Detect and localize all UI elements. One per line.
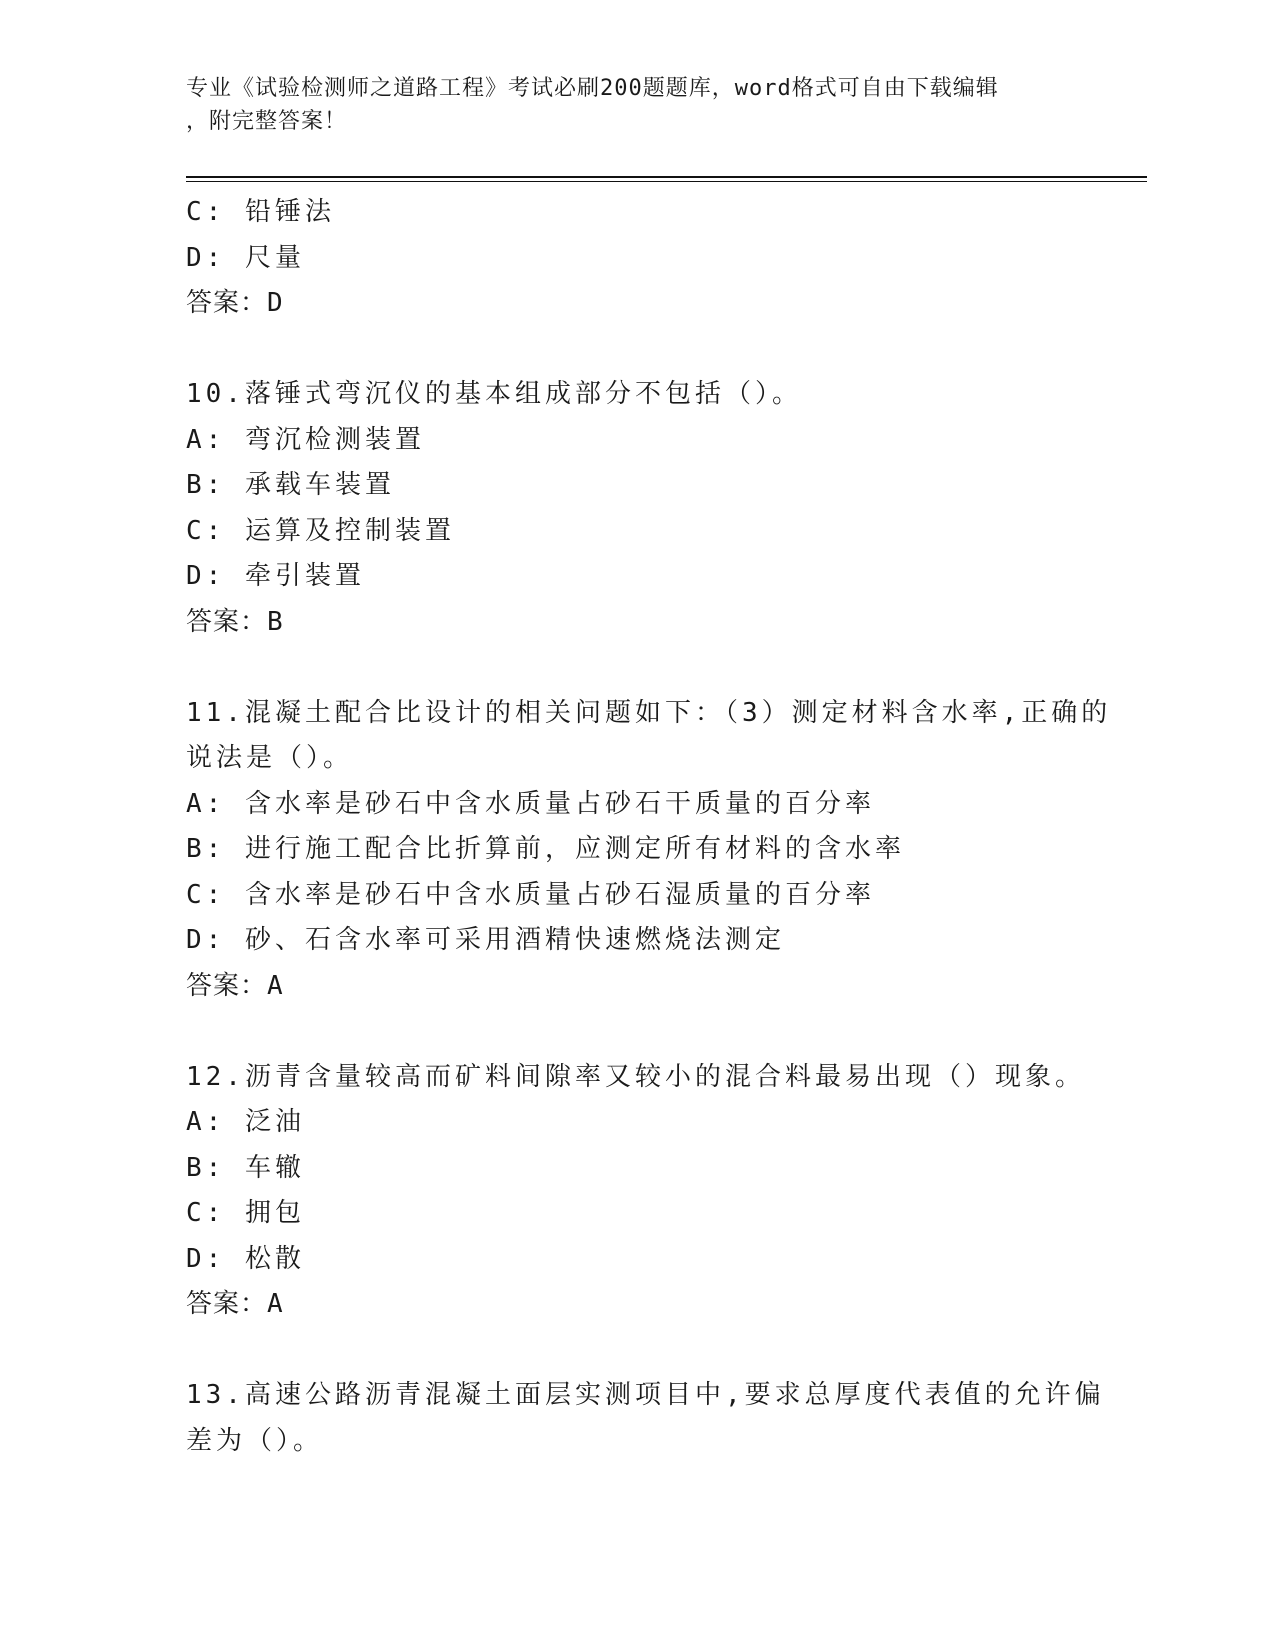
- question-11: [186, 691, 1116, 1010]
- question-9-tail: [186, 190, 1116, 327]
- option-c: C: 铅锤法: [186, 197, 335, 227]
- question-stem-line-2: 差为（）。: [186, 1425, 324, 1456]
- question-stem: 10.落锤式弯沉仪的基本组成部分不包括（）。: [186, 379, 802, 409]
- question-12: [186, 1055, 1116, 1328]
- header-title-line-1: 专业《试验检测师之道路工程》考试必刷200题题库，word格式可自由下载编辑: [186, 76, 999, 101]
- question-stem: 12.沥青含量较高而矿料间隙率又较小的混合料最易出现（）现象。: [186, 1061, 1085, 1092]
- option-c: C: 拥包: [186, 1198, 305, 1228]
- option-c: C: 运算及控制装置: [186, 515, 455, 546]
- header-rule-thin: [186, 181, 1147, 182]
- question-stem-line-2: 说法是（）。: [186, 743, 354, 773]
- answer: 答案：A: [186, 970, 284, 1001]
- answer: 答案：D: [186, 288, 284, 318]
- header-rule-thick: [186, 176, 1147, 178]
- option-d: D: 牵引装置: [186, 561, 365, 591]
- question-10: [186, 372, 1116, 645]
- answer: 答案：B: [186, 606, 284, 637]
- option-d: D: 松散: [186, 1243, 305, 1274]
- question-stem-line-1: 13.高速公路沥青混凝土面层实测项目中,要求总厚度代表值的允许偏: [186, 1380, 1105, 1410]
- question-list: [186, 190, 1116, 1464]
- answer: 答案：A: [186, 1289, 284, 1319]
- option-b: B: 车辙: [186, 1152, 305, 1183]
- option-d: D: 砂、石含水率可采用酒精快速燃烧法测定: [186, 925, 785, 955]
- option-c: C: 含水率是砂石中含水质量占砂石湿质量的百分率: [186, 879, 875, 910]
- document-header: [186, 72, 1066, 138]
- option-d: D: 尺量: [186, 242, 305, 273]
- option-b: B: 进行施工配合比折算前，应测定所有材料的含水率: [186, 834, 905, 864]
- option-a: A: 弯沉检测装置: [186, 424, 425, 455]
- option-a: A: 含水率是砂石中含水质量占砂石干质量的百分率: [186, 788, 875, 819]
- option-a: A: 泛油: [186, 1107, 305, 1137]
- header-title-line-2: ，附完整答案！: [186, 109, 348, 134]
- question-13: [186, 1373, 1116, 1464]
- option-b: B: 承载车装置: [186, 470, 395, 500]
- question-stem-line-1: 11.混凝土配合比设计的相关问题如下：（3）测定材料含水率,正确的: [186, 697, 1112, 728]
